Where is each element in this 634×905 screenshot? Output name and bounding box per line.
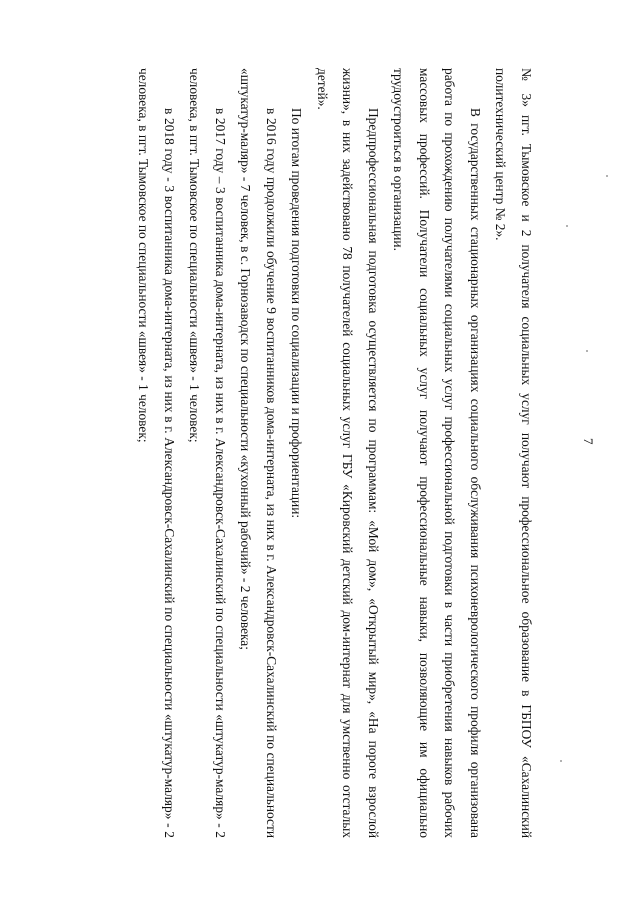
scan-speck bbox=[560, 760, 562, 762]
body-text bbox=[131, 68, 539, 838]
paragraph-6: в 2017 году – 3 воспитанника дома-интерната, из них в г. Александровск-Сахалинский по специальности «штукатур-маляр» - 2 человека, в пгт. Тымовское по специальности «швея» - 1 человек; bbox=[187, 68, 228, 838]
scan-speck bbox=[586, 350, 588, 352]
paragraph-5: в 2016 году продолжили обучение 9 воспитанников дома-интерната, из них в г. Александровск-Сахалинский по специальности «штукатур-маляр» - 7 человек, в с. Горнозаводск по специальности «кухонный рабочий» - 2 человека; bbox=[238, 68, 279, 838]
page-number: 7 bbox=[581, 438, 596, 445]
paragraph-1: № 3» пгт. Тымовское и 2 получателя социальных услуг получают профессиональное образование в ГБПОУ «Сахалинский политехнический центр № 2». bbox=[493, 68, 534, 838]
paragraph-2: В государственных стационарных организациях социального обслуживания психоневрологического профиля организована работа по прохождению получателями социальных услуг профессиональной подготовки в части приобретения навыков рабочих массовых профессий. Получатели социальных услуг получают профессиональные навыки, позволяющие им официально трудоустроиться в организации. bbox=[391, 68, 483, 838]
paragraph-4: По итогам проведения подготовки по социализации и профориентации: bbox=[289, 108, 305, 519]
scan-speck bbox=[566, 225, 568, 227]
paragraph-7: в 2018 году - 3 воспитанника дома-интерната, из них в г. Александровск-Сахалинский по специальности «штукатур-маляр» - 2 человека, в пгт. Тымовское по специальности «швея» - 1 человек; bbox=[136, 68, 177, 838]
paragraph-3: Предпрофессиональная подготовка осуществляется по программам: «Мой дом», «Открытый мир», «На пороге взрослой жизни», в них задействовано 78 получателей социальных услуг ГБУ «Кировский детский дом-интернат для умственно отсталых детей». bbox=[315, 68, 381, 838]
scan-speck bbox=[606, 175, 608, 177]
